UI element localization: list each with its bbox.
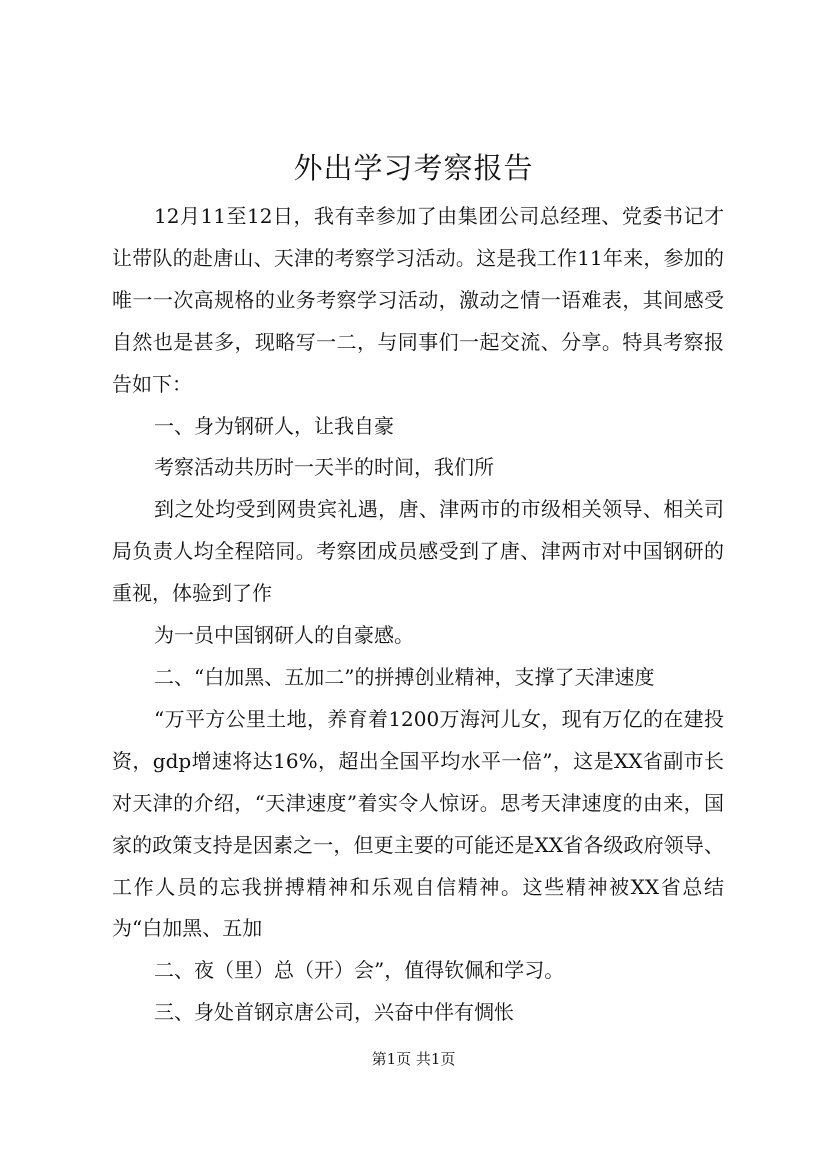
document-title: 外出学习考察报告 xyxy=(293,151,534,185)
paragraph-section-1-c: 为一员中国钢研人的自豪感。 xyxy=(154,623,414,648)
heading-section-1: 一、身为钢研人，让我自豪 xyxy=(154,413,394,438)
document-body xyxy=(112,196,724,1034)
heading-section-2: 二、“白加黑、五加二”的拼搏创业精神，支撑了天津速度 xyxy=(154,664,655,689)
paragraph-section-1-b: 到之处均受到网贵宾礼遇，唐、津两市的市级相关领导、相关司局负责人均全程陪同。考察团成员感受到了唐、津两市对中国钢研的重视，体验到了作 xyxy=(112,497,724,606)
page-footer: 第1页 共1页 xyxy=(371,1050,456,1068)
paragraph-section-2-b: 二、夜（里）总（开）会”，值得钦佩和学习。 xyxy=(154,958,565,983)
paragraph-section-2-a: “万平方公里土地，养育着1200万海河儿女，现有万亿的在建投资，gdp增速将达16%，超出全国平均水平一倍”，这是XX省副市长对天津的介绍，“天津速度”着实令人惊讶。思考天津速度的由来，国家的政策支持是因素之一，但更主要的可能还是XX省各级政府领导、工作人员的忘我拼搏精神和乐观自信精神。这些精神被XX省总结为“白加黑、五加 xyxy=(112,706,724,941)
paragraph-intro: 12月11至12日，我有幸参加了由集团公司总经理、党委书记才让带队的赴唐山、天津的考察学习活动。这是我工作11年来，参加的唯一一次高规格的业务考察学习活动，激动之情一语难表，其间感受自然也是甚多，现略写一二，与同事们一起交流、分享。特具考察报告如下： xyxy=(112,204,724,396)
heading-section-3: 三、身处首钢京唐公司，兴奋中伴有惆怅 xyxy=(154,1000,514,1025)
paragraph-section-1-a: 考察活动共历时一天半的时间，我们所 xyxy=(154,455,494,480)
